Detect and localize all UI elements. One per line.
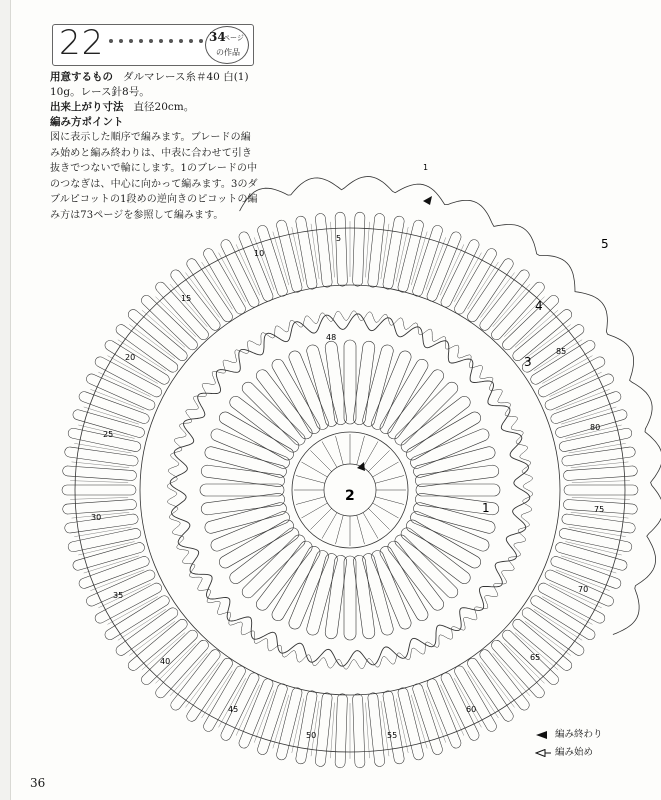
outer-braid-line [273,695,289,749]
round-label: 20 [125,353,136,362]
outer-braid-line [236,685,260,736]
inner-braid-loop [240,380,308,448]
outer-braid-line [525,621,571,655]
outer-braid-line [292,698,304,752]
round-label: 10 [254,249,265,258]
center-spoke [336,515,344,544]
order-labels [345,237,609,515]
outer-braid-loop [62,466,137,481]
outer-braid-line [572,481,630,483]
inner-braid-loop [204,445,288,478]
outer-braid-loop [64,513,139,533]
materials-line1: ダルマレース糸＃40 白(1) [123,71,249,83]
reference-page-number: 34 [209,30,226,44]
page-number: 36 [30,776,46,790]
legend [535,726,603,762]
inner-braid-loop [392,532,460,600]
outer-braid-line [493,653,530,696]
materials-heading: 用意するもの [50,71,113,83]
open-arrow-icon [535,749,551,757]
outer-braid-loop [352,212,365,286]
center-spoke [373,462,399,477]
outer-braid-line [78,542,134,555]
size-heading: 出来上がり寸法 [50,101,124,113]
legend-start-row [535,744,603,762]
legend-start-label: 編み始め [555,747,594,758]
outer-braid-loop [335,212,348,286]
outer-braid-loop [335,694,348,768]
outer-braid-line [98,372,150,396]
outer-braid-loop [256,682,288,755]
outer-braid-line [550,583,602,607]
inner-braid-loop [209,427,291,470]
round-label: 45 [228,705,239,714]
center-spoke [310,508,331,529]
outer-braid-loop [411,224,443,297]
outer-braid-line [504,643,544,683]
outer-braid-loop [72,541,146,571]
inner-braid-loop [404,410,483,462]
outer-braid-loop [185,257,235,324]
round-label: 35 [113,591,124,600]
outer-braid-line [396,698,408,752]
outer-braid-loop [397,687,425,761]
inner-braid-loop [399,394,473,455]
outer-braid-line [515,310,558,347]
outer-braid-loop [382,690,405,765]
outer-braid-loop [295,215,318,290]
outer-braid-line [292,227,304,281]
inner-braid-loop [287,349,330,431]
outer-braid-line [411,232,427,286]
outer-braid-line [330,222,334,278]
outer-braid-line [98,583,150,607]
outer-braid-line [185,662,219,707]
outer-braid-line [70,497,128,499]
outer-braid-line [365,222,369,278]
outer-braid-loop [564,485,638,495]
outer-braid-line [542,597,592,625]
outer-braid-line [129,621,175,655]
outer-braid-line [254,690,274,742]
center-spoke [296,497,325,505]
inner-braid-loop [399,525,473,586]
outer-braid-loop [397,219,425,293]
round-label: 85 [556,347,567,356]
inner-braid-loop [305,344,338,428]
outer-braid-line [365,703,369,759]
points-line: のつなぎは、中心に向かって編みます。3のダ [50,178,258,190]
pattern-number: 22 [59,23,105,63]
round-labels [91,163,604,740]
inner-braid-loop [404,518,483,570]
outer-braid-line [108,597,158,625]
inner-braid-loop [370,349,413,431]
center-spoke [375,497,404,505]
center-end-arrow [357,462,365,471]
order-label-3: 3 [524,355,532,369]
outer-braid-line [396,227,408,281]
inner-braid-loop [227,525,301,586]
center-spoke [296,476,325,484]
size-value: 直径20cm。 [133,101,195,113]
outer-braid-line [411,695,427,749]
center-spoke [363,442,378,468]
center-spoke [322,442,337,468]
outer-braid-loop [295,690,318,765]
inner-braid-loop [361,344,394,428]
outer-braid-loop [275,687,303,761]
inner-braid-loop [240,532,308,600]
outer-braid-line [534,609,582,640]
round-label: 55 [387,731,398,740]
outer-braid-loop [103,594,171,642]
center-spoke [368,450,389,471]
outer-braid-line [118,609,166,640]
points-heading: 編み方ポイント [50,116,124,128]
outer-braid-line [426,237,446,289]
outer-braid-line [480,273,514,318]
reference-work-label: の作品 [216,48,240,57]
round-label: 1 [423,163,429,172]
outer-braid-line [493,284,530,327]
round-label: 15 [181,294,192,303]
points-line: み方は73ページを参照して編みます。 [50,209,224,221]
center-spoke [336,436,344,465]
outer-braid-line [84,407,139,424]
outer-braid-loop [352,694,365,768]
outer-braid-line [129,325,175,359]
outer-braid-loop [537,581,607,625]
outer-braid-loop [561,446,636,466]
outer-braid-loop [382,215,405,290]
round-label: 65 [530,653,541,662]
outer-braid-line [561,556,616,573]
outer-braid-line [572,497,630,499]
inner-braid-loop [409,510,491,553]
order-label-5: 5 [601,237,609,251]
center-spoke [357,515,365,544]
outer-braid-loop [367,692,385,767]
outer-braid-loop [554,541,628,571]
round-label: 75 [594,505,605,514]
inner-braid-loop [227,394,301,455]
inner-braid-loop [270,544,322,623]
center-spoke [375,476,404,484]
outer-braid-line [550,372,602,396]
round-label: 48 [326,333,337,342]
outer-braid-line [311,701,319,756]
outer-braid-loop [466,257,516,324]
inner-braid-loop [217,410,296,462]
outer-braid-line [561,407,616,424]
round-label: 70 [578,585,589,594]
outer-braid-loop [537,355,607,399]
center-spoke [310,450,331,471]
center-spoke [373,503,399,518]
inner-braid-loop [378,357,430,436]
inner-braid-loop [305,552,338,636]
inner-braid-loop [370,549,413,631]
inner-braid-loop [385,539,446,613]
points-line: 抜きでつないで輪にします。1のブレードの中 [50,163,258,174]
points-line: み始めと編み終わりは、中表に合わせて引き [50,147,252,159]
round-label: 5 [336,234,342,243]
points-line: 図に表示した順序で編みます。ブレードの編 [50,132,251,143]
inner-braid-loop [217,518,296,570]
outer-braid-line [273,232,289,286]
outer-braid-loop [529,338,597,386]
points-line: ブルピコットの1段めの逆向きのピコットの編 [50,194,258,205]
filled-arrow-icon [535,731,551,739]
outer-braid-line [381,701,389,756]
center-spoke [322,513,337,539]
inner-braid-loop [412,445,496,478]
round-label: 25 [103,430,114,439]
outer-braid-loop [93,581,163,625]
inner-braid-loop [361,552,394,636]
inner-braid-loop [254,367,315,441]
order-label-4: 4 [535,299,543,313]
center-spoke [363,513,378,539]
center-spoke [357,436,365,465]
inner-braid-loop [204,501,288,534]
inner-braid-loop [385,367,446,441]
outer-braid-loop [256,224,288,297]
outer-braid-loop [275,219,303,293]
round-label: 60 [466,705,477,714]
inner-braid-loop [392,380,460,448]
round-label: 80 [590,423,601,432]
outer-braid-line [142,310,185,347]
outer-braid-line [565,542,621,555]
end-marker-arrow [423,196,432,205]
inner-braid-loop [409,427,491,470]
order-label-2: 2 [345,488,355,504]
round-label: 30 [91,513,102,522]
outer-braid-line [311,224,319,279]
outer-braid-loop [561,513,636,533]
legend-end-label: 編み終わり [555,729,603,740]
outer-braid-line [426,690,446,742]
inner-braid-loop [287,549,330,631]
outer-braid-line [170,653,207,696]
outer-braid-line [381,224,389,279]
outer-braid-line [440,685,464,736]
center-spoke [368,508,389,529]
outer-braid-line [330,703,334,759]
round-label: 40 [160,657,171,666]
inner-braid-loop [209,510,291,553]
outer-braid-line [170,284,207,327]
outer-braid-line [254,237,274,289]
outer-braid-line [515,633,558,670]
inner-braid-loop [378,544,430,623]
order-label-1: 1 [482,501,490,515]
outer-braid-line [70,481,128,483]
outer-braid-loop [103,338,171,386]
legend-end-row [535,726,603,744]
outer-braid-loop [315,692,333,767]
inner-braid-loop [270,357,322,436]
outer-braid-loop [64,446,139,466]
outer-braid-loop [62,485,136,495]
outer-braid-line [440,244,464,295]
crochet-chart-strokes [62,177,661,768]
round-label: 50 [306,731,317,740]
outer-braid-loop [367,213,385,288]
outer-braid-line [84,556,139,573]
outer-braid-loop [411,682,443,755]
center-spoke [302,503,328,518]
outer-braid-line [542,356,592,384]
materials-line2: 10g。レース針8号。 [50,86,150,98]
reference-page-suffix: ページ [223,34,244,42]
center-spoke [302,462,328,477]
outer-braid-loop [563,466,638,481]
outer-braid-loop [315,213,333,288]
outer-braid-line [480,662,514,707]
outer-braid-loop [529,594,597,642]
inner-braid-loop [254,539,315,613]
